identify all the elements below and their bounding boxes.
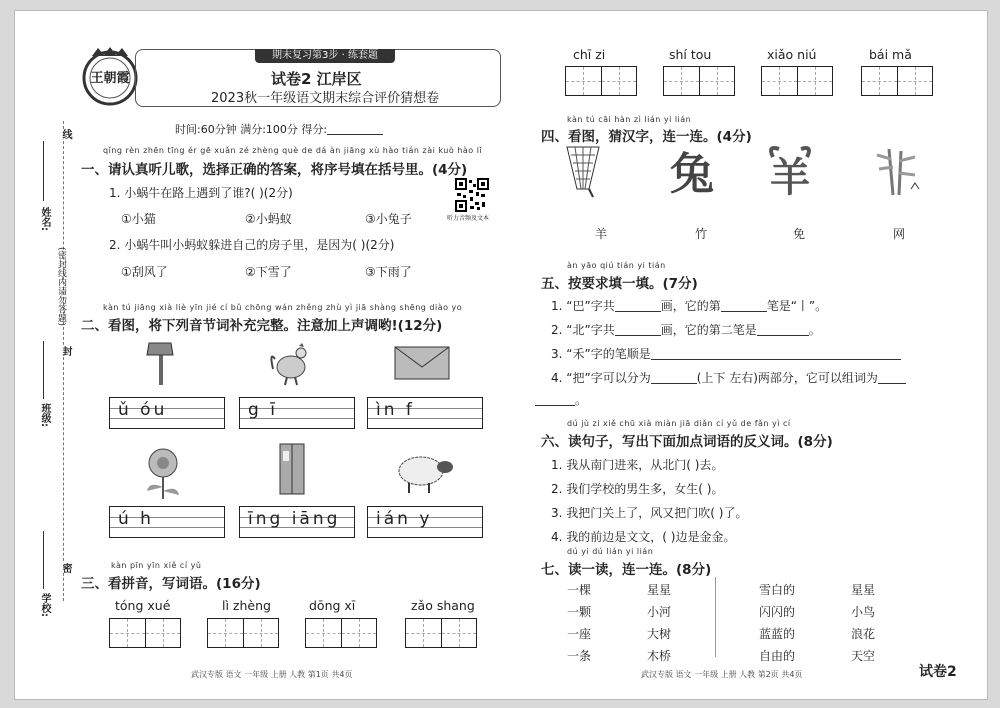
q2-title: 二、看图，将下列音节词补充完整。注意加上声调哟!(12分) <box>81 318 443 334</box>
q7-c2-3[interactable]: 大树 <box>647 627 672 641</box>
q6-pinyin: dú jù zi xiě chū xià miàn jiā diǎn cí yǔ de fǎn yì cí <box>567 419 791 428</box>
q7-c2-1[interactable]: 星星 <box>647 583 672 597</box>
q3-word-1: tóng xué <box>115 598 171 613</box>
q7-c4-2[interactable]: 小鸟 <box>851 605 876 619</box>
binding-note: (密封线内请勿答题) <box>56 247 66 327</box>
q1-s2-opt3[interactable]: ③下雨了 <box>365 265 412 279</box>
name-label: 姓名: <box>39 207 50 231</box>
q6-line2[interactable]: 2. 我们学校的男生多，女生( )。 <box>551 482 724 496</box>
binding-line <box>63 121 64 601</box>
q5-blank-3[interactable] <box>615 323 661 336</box>
q5-blank-1[interactable] <box>615 299 661 312</box>
q5-blank-2[interactable] <box>721 299 767 312</box>
q3-box-8[interactable] <box>861 66 933 96</box>
time-score-meta <box>175 121 383 137</box>
q7-c3-4[interactable]: 自由的 <box>759 649 796 663</box>
paper-title: 试卷2 江岸区 <box>271 70 362 88</box>
q3-word-5: chī zi <box>573 47 606 62</box>
q1-s2-opt2[interactable]: ②下雪了 <box>245 265 292 279</box>
q3-box-1[interactable] <box>109 618 181 648</box>
q3-box-4[interactable] <box>405 618 477 648</box>
q4-char-zhu[interactable]: 竹 <box>695 227 708 241</box>
q3-box-5[interactable] <box>565 66 637 96</box>
q7-c4-4[interactable]: 天空 <box>851 649 876 663</box>
q4-char-yang[interactable]: 羊 <box>595 227 608 241</box>
q5-pinyin: àn yāo qiú tián yi tián <box>567 261 666 270</box>
q7-title: 七、读一读，连一连。(8分) <box>541 562 712 578</box>
net-icon <box>563 145 603 199</box>
q3-box-2[interactable] <box>207 618 279 648</box>
q5-title: 五、按要求填一填。(7分) <box>541 276 698 292</box>
q5-blank-8[interactable] <box>535 393 575 406</box>
class-label: 班级: <box>39 403 50 427</box>
q4-title: 四、看图，猜汉字，连一连。(4分) <box>541 129 752 145</box>
q4-pinyin: kàn tú cāi hàn zì lián yi lián <box>567 115 692 124</box>
pinyin-box-axe[interactable]: ǔ óu <box>109 397 225 429</box>
q3-pinyin: kàn pīn yīn xiě cí yǔ <box>111 561 202 570</box>
qr-caption: 听力音频及文本 <box>447 215 490 222</box>
q5-blank-6[interactable] <box>651 371 697 384</box>
qr-code-icon <box>455 178 489 212</box>
q3-word-7: xiǎo niú <box>767 47 817 62</box>
bamboo-icon <box>871 145 921 197</box>
binding-char-3: 密 <box>60 563 71 573</box>
q2-pinyin: kàn tú jiāng xià liè yīn jié cí bǔ chōng wán zhěng zhù yì jiā shàng shēng diào yo <box>103 303 463 312</box>
q6-line4[interactable]: 4. 我的前边是文文，( )边是金金。 <box>551 530 736 544</box>
q1-s1-opt1[interactable]: ①小猫 <box>121 212 156 226</box>
q1-s2-opt1[interactable]: ①刮风了 <box>121 265 168 279</box>
q3-box-3[interactable] <box>305 618 377 648</box>
q1-title: 一、请认真听儿歌，选择正确的答案，将序号填在括号里。(4分) <box>81 162 468 178</box>
q1-s1-opt2[interactable]: ②小蚂蚁 <box>245 212 292 226</box>
q7-c2-4[interactable]: 木桥 <box>647 649 672 663</box>
banner-tab: 期末复习第3步 · 练套题 <box>255 49 395 63</box>
q7-c1-3[interactable]: 一座 <box>567 627 592 641</box>
chrysanthemum-icon <box>139 445 187 501</box>
q3-word-3: dōng xī <box>309 598 356 613</box>
q3-box-6[interactable] <box>663 66 735 96</box>
svg-text:羊: 羊 <box>770 155 810 197</box>
footer-left: 武汉专版 语文 一年级 上册 人教 第1页 共4页 <box>191 670 353 679</box>
q7-c3-1[interactable]: 雪白的 <box>759 583 796 597</box>
q7-c2-2[interactable]: 小河 <box>647 605 672 619</box>
q5-blank-4[interactable] <box>757 323 809 336</box>
q7-c1-1[interactable]: 一棵 <box>567 583 592 597</box>
q3-word-6: shí tou <box>669 47 712 62</box>
q7-divider <box>715 577 716 657</box>
exam-page <box>14 10 988 700</box>
q7-c3-3[interactable]: 蓝蓝的 <box>759 627 796 641</box>
svg-text:王朝霞: 王朝霞 <box>90 71 130 86</box>
binding-char-2: 封 <box>60 346 71 356</box>
rooster-icon <box>267 341 315 387</box>
refrigerator-icon <box>279 443 305 495</box>
meta-text: 时间:60分钟 满分:100分 得分: <box>175 123 328 136</box>
q1-s1-opt3[interactable]: ③小兔子 <box>365 212 412 226</box>
envelope-icon <box>393 345 451 381</box>
q3-word-4: zǎo shang <box>411 598 475 613</box>
q7-c1-2[interactable]: 一颗 <box>567 605 592 619</box>
school-field[interactable] <box>43 531 44 589</box>
pinyin-box-chrysanthemum[interactable]: ú h <box>109 506 225 538</box>
q5-line4-cont: 。 <box>535 391 587 408</box>
q1-pinyin: qǐng rèn zhēn tīng ér gē xuǎn zé zhèng què de dá àn jiāng xù hào tián zài kuò hào lǐ <box>103 146 483 155</box>
q1-sub1: 1. 小蜗牛在路上遇到了谁?( )(2分) <box>109 186 293 200</box>
q3-box-7[interactable] <box>761 66 833 96</box>
q7-c1-4[interactable]: 一条 <box>567 649 592 663</box>
q7-c4-1[interactable]: 星星 <box>851 583 876 597</box>
binding-char-1: 线 <box>60 129 71 139</box>
q5-line1: 1. “巴”字共 画，它的第 笔是“丨”。 <box>551 299 828 313</box>
paper-subtitle: 2023秋一年级语文期末综合评价猜想卷 <box>211 91 440 106</box>
svg-text:兔: 兔 <box>670 149 714 197</box>
footer-badge: 试卷2 <box>919 664 957 680</box>
pinyin-box-envelope[interactable]: ìn f <box>367 397 483 429</box>
q7-c4-3[interactable]: 浪花 <box>851 627 876 641</box>
q7-c3-2[interactable]: 闪闪的 <box>759 605 796 619</box>
pinyin-box-refrigerator[interactable]: īng iāng <box>239 506 355 538</box>
q3-title: 三、看拼音，写词语。(16分) <box>81 576 261 592</box>
q1-sub2: 2. 小蜗牛叫小蚂蚁躲进自己的房子里，是因为( )(2分) <box>109 238 395 252</box>
q5-blank-5[interactable] <box>651 347 901 360</box>
sheep-char-icon <box>763 143 817 197</box>
name-field[interactable] <box>43 141 44 201</box>
axe-icon <box>141 339 181 387</box>
logo-seal-icon <box>78 44 142 108</box>
q6-title: 六、读句子，写出下面加点词语的反义词。(8分) <box>541 434 833 450</box>
q5-line3: 3. “禾”字的笔顺是 <box>551 345 901 362</box>
pinyin-box-sheep[interactable]: ián y <box>367 506 483 538</box>
q5-blank-7[interactable] <box>878 371 906 384</box>
q7-pinyin: dú yi dú lián yi lián <box>567 547 654 556</box>
q4-char-mian[interactable]: 免 <box>793 227 806 241</box>
q5-line4: 4. “把”字可以分为 (上下 左右)两部分，它可以组词为 <box>551 369 906 386</box>
q3-word-8: bái mǎ <box>869 47 912 62</box>
rabbit-char-icon <box>665 145 719 197</box>
q6-line3[interactable]: 3. 我把门关上了，风又把门吹( )了。 <box>551 506 748 520</box>
q3-word-2: lì zhèng <box>222 598 271 613</box>
pinyin-box-rooster[interactable]: g ī <box>239 397 355 429</box>
school-label: 学校: <box>39 593 50 617</box>
footer-right: 武汉专版 语文 一年级 上册 人教 第2页 共4页 <box>641 670 803 679</box>
sheep-icon <box>393 449 455 495</box>
class-field[interactable] <box>43 341 44 399</box>
q4-char-wang[interactable]: 网 <box>893 227 906 241</box>
score-field[interactable] <box>327 122 383 135</box>
q5-line2: 2. “北”字共 画，它的第二笔是 。 <box>551 323 821 337</box>
q6-line1[interactable]: 1. 我从南门进来，从北门( )去。 <box>551 458 724 472</box>
